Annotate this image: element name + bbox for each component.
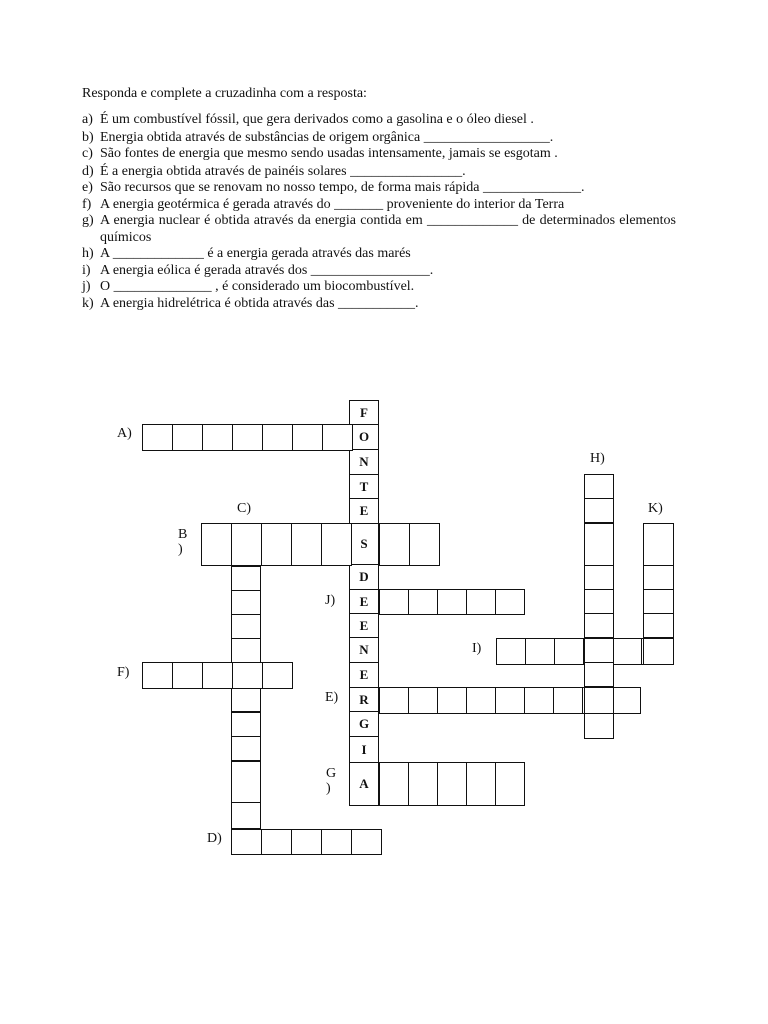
answer-cell-c[interactable]	[231, 638, 261, 663]
clue-text: São recursos que se renovam no nosso tempo, de forma mais rápida ______________.	[100, 180, 585, 195]
grid-label-i: I)	[472, 641, 482, 656]
answer-cell-d[interactable]	[261, 829, 292, 855]
answer-cell-h[interactable]	[584, 713, 614, 739]
keyword-cell: D	[349, 564, 379, 590]
keyword-cell: O	[349, 424, 379, 450]
clue-text: A _____________ é a energia gerada através das marés	[100, 246, 411, 261]
answer-cell-b[interactable]	[261, 523, 292, 566]
answer-cell-c[interactable]	[231, 614, 261, 639]
grid-label-c: C)	[237, 501, 251, 516]
clue-text: São fontes de energia que mesmo sendo usadas intensamente, jamais se esgotam .	[100, 146, 558, 161]
answer-cell-k[interactable]	[643, 565, 674, 590]
answer-cell-g[interactable]	[466, 762, 496, 806]
answer-cell-h[interactable]	[584, 638, 614, 663]
keyword-cell: G	[349, 711, 379, 737]
answer-cell-h[interactable]	[584, 589, 614, 614]
keyword-cell: E	[349, 613, 379, 638]
answer-cell-j[interactable]	[495, 589, 525, 615]
grid-label-b: B )	[178, 527, 188, 557]
answer-cell-d[interactable]	[321, 829, 352, 855]
clue-text: Energia obtida através de substâncias de origem orgânica __________________.	[100, 129, 554, 145]
answer-cell-k[interactable]	[643, 638, 674, 665]
answer-cell-j[interactable]	[408, 589, 438, 615]
answer-cell-c[interactable]	[231, 712, 261, 737]
answer-cell-d[interactable]	[291, 829, 322, 855]
answer-cell-d[interactable]	[231, 829, 262, 855]
clue-letter: b)	[82, 129, 94, 145]
answer-cell-b[interactable]	[201, 523, 232, 566]
keyword-cell: N	[349, 449, 379, 475]
clue-letter: g)	[82, 213, 94, 228]
answer-cell-e[interactable]	[408, 687, 438, 714]
keyword-cell: N	[349, 637, 379, 663]
grid-label-a: A)	[117, 426, 132, 441]
grid-label-d: D)	[207, 831, 222, 846]
clue-letter: i)	[82, 262, 91, 278]
clue-letter: h)	[82, 246, 94, 261]
grid-label-g: G )	[326, 766, 337, 796]
keyword-cell: R	[349, 687, 379, 712]
answer-cell-h[interactable]	[584, 523, 614, 566]
answer-cell-g[interactable]	[408, 762, 438, 806]
answer-cell-f[interactable]	[172, 662, 203, 689]
answer-cell-g[interactable]	[437, 762, 467, 806]
keyword-cell: E	[349, 498, 379, 524]
answer-cell-f[interactable]	[262, 662, 293, 689]
answer-cell-i[interactable]	[612, 638, 642, 665]
answer-cell-e[interactable]	[611, 687, 641, 714]
answer-cell-a[interactable]	[292, 424, 323, 451]
answer-cell-h[interactable]	[584, 662, 614, 687]
answer-cell-j[interactable]	[379, 589, 409, 615]
clue-letter: d)	[82, 163, 94, 179]
answer-cell-h[interactable]	[584, 498, 614, 523]
clue-letter: j)	[82, 279, 91, 294]
grid-label-j: J)	[325, 593, 336, 608]
clue-text: É um combustível fóssil, que gera derivados como a gasolina e o óleo diesel .	[100, 112, 534, 127]
clue-text: A energia geotérmica é gerada através do _______ proveniente do interior da Terra	[100, 196, 565, 212]
answer-cell-e[interactable]	[524, 687, 554, 714]
clue-text: É a energia obtida através de painéis solares ________________.	[100, 163, 466, 179]
answer-cell-b[interactable]	[291, 523, 322, 566]
answer-cell-j[interactable]	[437, 589, 467, 615]
answer-cell-f[interactable]	[142, 662, 173, 689]
answer-cell-b[interactable]	[409, 523, 440, 566]
answer-cell-c[interactable]	[231, 761, 261, 803]
clue-letter: c)	[82, 146, 93, 161]
grid-label-e: E)	[325, 690, 339, 705]
answer-cell-k[interactable]	[643, 589, 674, 614]
answer-cell-d[interactable]	[351, 829, 382, 855]
answer-cell-i[interactable]	[525, 638, 555, 665]
answer-cell-e[interactable]	[379, 687, 409, 714]
answer-cell-k[interactable]	[643, 523, 674, 566]
answer-cell-b[interactable]	[321, 523, 352, 566]
clue-text: A energia hidrelétrica é obtida através das ___________.	[100, 295, 419, 311]
answer-cell-f[interactable]	[232, 662, 263, 689]
grid-label-f: F)	[117, 665, 130, 680]
clue-letter: a)	[82, 112, 93, 127]
answer-cell-e[interactable]	[495, 687, 525, 714]
answer-cell-b[interactable]	[231, 523, 262, 566]
clue-letter: f)	[82, 196, 92, 212]
answer-cell-e[interactable]	[437, 687, 467, 714]
keyword-cell: E	[349, 662, 379, 688]
clue-text: O ______________ , é considerado um biocombustível.	[100, 279, 415, 294]
answer-cell-e[interactable]	[553, 687, 583, 714]
answer-cell-k[interactable]	[643, 613, 674, 638]
answer-cell-a[interactable]	[142, 424, 173, 451]
answer-cell-c[interactable]	[231, 590, 261, 615]
answer-cell-h[interactable]	[584, 687, 614, 714]
answer-cell-a[interactable]	[232, 424, 263, 451]
answer-cell-a[interactable]	[202, 424, 233, 451]
keyword-cell: T	[349, 474, 379, 499]
keyword-cell: I	[349, 736, 379, 763]
answer-cell-c[interactable]	[231, 802, 261, 829]
keyword-cell: E	[349, 589, 379, 614]
clue-text: A energia nuclear é obtida através da energia contida em _____________ de determinados elementos químicos	[100, 213, 676, 245]
answer-cell-c[interactable]	[231, 687, 261, 712]
answer-cell-h[interactable]	[584, 613, 614, 638]
grid-label-h: H)	[590, 451, 605, 466]
answer-cell-f[interactable]	[202, 662, 233, 689]
answer-cell-a[interactable]	[262, 424, 293, 451]
keyword-cell: A	[349, 762, 379, 806]
keyword-cell: F	[349, 400, 379, 425]
clue-letter: e)	[82, 180, 93, 195]
answer-cell-g[interactable]	[495, 762, 525, 806]
answer-cell-g[interactable]	[379, 762, 409, 806]
answer-cell-e[interactable]	[466, 687, 496, 714]
answer-cell-b[interactable]	[379, 523, 410, 566]
answer-cell-c[interactable]	[231, 736, 261, 761]
keyword-cell: S	[349, 523, 379, 565]
instructions: Responda e complete a cruzadinha com a resposta:	[82, 86, 367, 101]
answer-cell-h[interactable]	[584, 565, 614, 590]
grid-label-k: K)	[648, 501, 663, 516]
answer-cell-j[interactable]	[466, 589, 496, 615]
answer-cell-i[interactable]	[496, 638, 526, 665]
answer-cell-i[interactable]	[554, 638, 584, 665]
answer-cell-a[interactable]	[322, 424, 353, 451]
answer-cell-a[interactable]	[172, 424, 203, 451]
clue-text: A energia eólica é gerada através dos _________________.	[100, 262, 434, 278]
answer-cell-h[interactable]	[584, 474, 614, 499]
clue-letter: k)	[82, 295, 94, 311]
answer-cell-c[interactable]	[231, 566, 261, 591]
